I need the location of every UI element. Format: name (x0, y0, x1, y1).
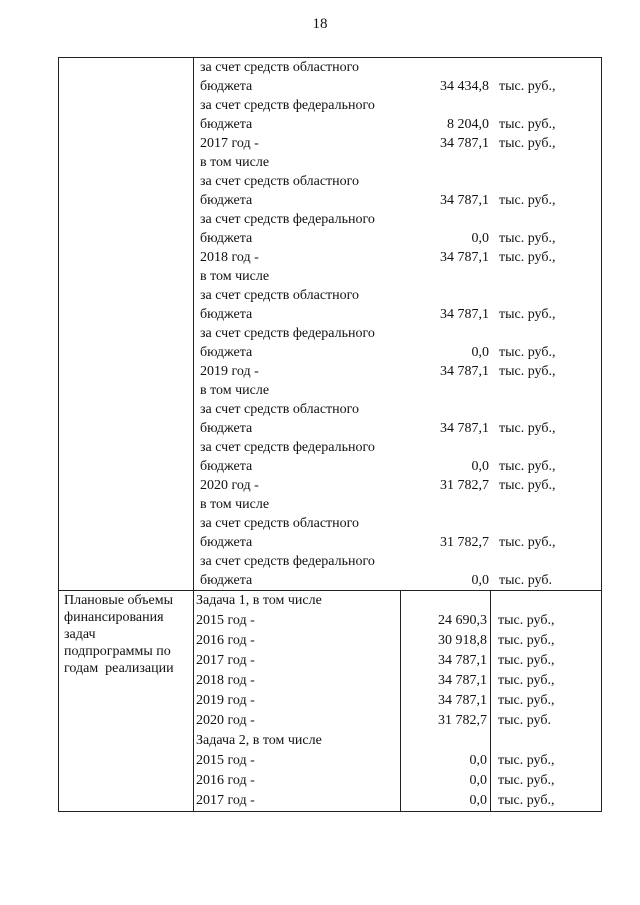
including-label: в том числе (200, 269, 270, 284)
tasks-table (194, 591, 601, 811)
funding-source-amount-row (198, 77, 601, 96)
task-row-unit: тыс. руб., (491, 611, 602, 631)
task-row-label: 2017 год - (196, 653, 255, 668)
funding-source-label-cont: бюджета (200, 421, 253, 436)
amount-value: 0,0 (471, 345, 489, 360)
amount-value: 34 787,1 (440, 421, 489, 436)
task-row-amount: 30 918,8 (401, 631, 491, 651)
funding-source-amount-row (198, 533, 601, 552)
funding-source-label: за счет средств областного (200, 402, 360, 417)
upper-block-row (59, 58, 602, 591)
upper-rows (198, 58, 601, 590)
year-row (198, 476, 601, 495)
planned-volumes-label (59, 591, 193, 677)
funding-source-label: за счет средств федерального (200, 440, 375, 455)
funding-source-amount-row (198, 419, 601, 438)
amount-value: 34 434,8 (440, 79, 489, 94)
unit-label: тыс. руб., (499, 459, 556, 474)
funding-source-row (198, 58, 601, 77)
left-label-line: подпрограммы по (64, 644, 171, 659)
lower-block-row (59, 591, 602, 812)
task-row-amount (401, 591, 491, 611)
unit-label: тыс. руб., (499, 364, 556, 379)
task-row (194, 731, 601, 751)
funding-source-amount-row (198, 115, 601, 134)
funding-source-row (198, 96, 601, 115)
task-row-label: 2018 год - (196, 673, 255, 688)
task-row (194, 771, 601, 791)
including-label: в том числе (200, 155, 270, 170)
year-label: 2019 год - (200, 364, 259, 379)
including-row (198, 381, 601, 400)
unit-label: тыс. руб., (499, 478, 556, 493)
funding-source-amount-row (198, 571, 601, 590)
upper-right-cell (194, 58, 602, 591)
task-row-label: 2016 год - (196, 773, 255, 788)
funding-source-label: за счет средств областного (200, 288, 360, 303)
funding-source-label-cont: бюджета (200, 573, 253, 588)
unit-label: тыс. руб., (499, 421, 556, 436)
amount-value: 34 787,1 (440, 193, 489, 208)
funding-source-amount-row (198, 191, 601, 210)
task-row-label: 2020 год - (196, 713, 255, 728)
funding-source-label-cont: бюджета (200, 307, 253, 322)
funding-source-row (198, 286, 601, 305)
funding-source-row (198, 172, 601, 191)
task-row-amount: 0,0 (401, 751, 491, 771)
page-number: 18 (312, 16, 328, 32)
task-row-amount: 24 690,3 (401, 611, 491, 631)
funding-source-label: за счет средств областного (200, 60, 360, 75)
task-row-amount: 0,0 (401, 771, 491, 791)
task-row-amount: 34 787,1 (401, 691, 491, 711)
unit-label: тыс. руб., (499, 117, 556, 132)
task-row (194, 751, 601, 771)
amount-value: 34 787,1 (440, 307, 489, 322)
year-label: 2018 год - (200, 250, 259, 265)
task-row (194, 791, 601, 811)
funding-source-amount-row (198, 457, 601, 476)
amount-value: 34 787,1 (440, 250, 489, 265)
funding-source-amount-row (198, 343, 601, 362)
unit-label: тыс. руб., (499, 231, 556, 246)
task-row-amount: 31 782,7 (401, 711, 491, 731)
task-row (194, 591, 601, 611)
left-label-line: задач (64, 627, 96, 642)
amount-value: 34 787,1 (440, 136, 489, 151)
funding-source-label-cont: бюджета (200, 231, 253, 246)
funding-source-row (198, 210, 601, 229)
funding-source-label: за счет средств федерального (200, 326, 375, 341)
left-label-line: Плановые объемы (64, 593, 174, 608)
left-label-line: годам реализации (64, 661, 174, 676)
year-row (198, 362, 601, 381)
funding-source-label-cont: бюджета (200, 193, 253, 208)
task-row-unit: тыс. руб., (491, 771, 602, 791)
task-row-label: 2015 год - (196, 613, 255, 628)
upper-left-cell (59, 58, 194, 591)
funding-source-amount-row (198, 305, 601, 324)
funding-source-label: за счет средств федерального (200, 212, 375, 227)
year-label: 2020 год - (200, 478, 259, 493)
including-row (198, 267, 601, 286)
funding-source-label: за счет средств областного (200, 516, 360, 531)
task-row-unit: тыс. руб. (491, 711, 602, 731)
funding-source-row (198, 400, 601, 419)
unit-label: тыс. руб., (499, 79, 556, 94)
financing-table (58, 57, 602, 812)
unit-label: тыс. руб., (499, 535, 556, 550)
task-row-label: Задача 1, в том числе (196, 593, 322, 608)
unit-label: тыс. руб., (499, 250, 556, 265)
task-row (194, 671, 601, 691)
task-row-amount: 34 787,1 (401, 671, 491, 691)
task-row (194, 631, 601, 651)
amount-value: 34 787,1 (440, 364, 489, 379)
funding-source-label-cont: бюджета (200, 345, 253, 360)
task-row (194, 651, 601, 671)
task-row-label: 2019 год - (196, 693, 255, 708)
amount-value: 31 782,7 (440, 478, 489, 493)
task-row-label: Задача 2, в том числе (196, 733, 322, 748)
task-row (194, 691, 601, 711)
unit-label: тыс. руб. (499, 573, 552, 588)
including-label: в том числе (200, 497, 270, 512)
amount-value: 8 204,0 (447, 117, 489, 132)
amount-value: 0,0 (471, 573, 489, 588)
funding-source-label: за счет средств федерального (200, 554, 375, 569)
funding-source-row (198, 324, 601, 343)
task-row-unit: тыс. руб., (491, 631, 602, 651)
task-row (194, 711, 601, 731)
funding-source-label: за счет средств федерального (200, 98, 375, 113)
task-row-unit: тыс. руб., (491, 791, 602, 811)
task-row-amount: 34 787,1 (401, 651, 491, 671)
lower-left-cell (59, 591, 194, 812)
including-label: в том числе (200, 383, 270, 398)
task-row-unit (491, 731, 602, 751)
unit-label: тыс. руб., (499, 345, 556, 360)
left-label-line: финансирования (64, 610, 164, 625)
task-row-unit: тыс. руб., (491, 691, 602, 711)
task-row-label: 2017 год - (196, 793, 255, 808)
funding-source-label: за счет средств областного (200, 174, 360, 189)
task-row-unit (491, 591, 602, 611)
task-row-unit: тыс. руб., (491, 751, 602, 771)
amount-value: 0,0 (471, 459, 489, 474)
year-row (198, 134, 601, 153)
year-row (198, 248, 601, 267)
funding-source-label-cont: бюджета (200, 79, 253, 94)
year-label: 2017 год - (200, 136, 259, 151)
funding-source-row (198, 438, 601, 457)
task-row-unit: тыс. руб., (491, 671, 602, 691)
including-row (198, 495, 601, 514)
funding-source-row (198, 552, 601, 571)
funding-source-label-cont: бюджета (200, 535, 253, 550)
funding-source-label-cont: бюджета (200, 459, 253, 474)
task-row-label: 2016 год - (196, 633, 255, 648)
task-row-amount (401, 731, 491, 751)
unit-label: тыс. руб., (499, 136, 556, 151)
funding-source-amount-row (198, 229, 601, 248)
amount-value: 31 782,7 (440, 535, 489, 550)
amount-value: 0,0 (471, 231, 489, 246)
funding-source-label-cont: бюджета (200, 117, 253, 132)
task-row-amount: 0,0 (401, 791, 491, 811)
task-row-label: 2015 год - (196, 753, 255, 768)
unit-label: тыс. руб., (499, 193, 556, 208)
lower-right-cell (194, 591, 602, 812)
including-row (198, 153, 601, 172)
task-row-unit: тыс. руб., (491, 651, 602, 671)
unit-label: тыс. руб., (499, 307, 556, 322)
task-row (194, 611, 601, 631)
funding-source-row (198, 514, 601, 533)
